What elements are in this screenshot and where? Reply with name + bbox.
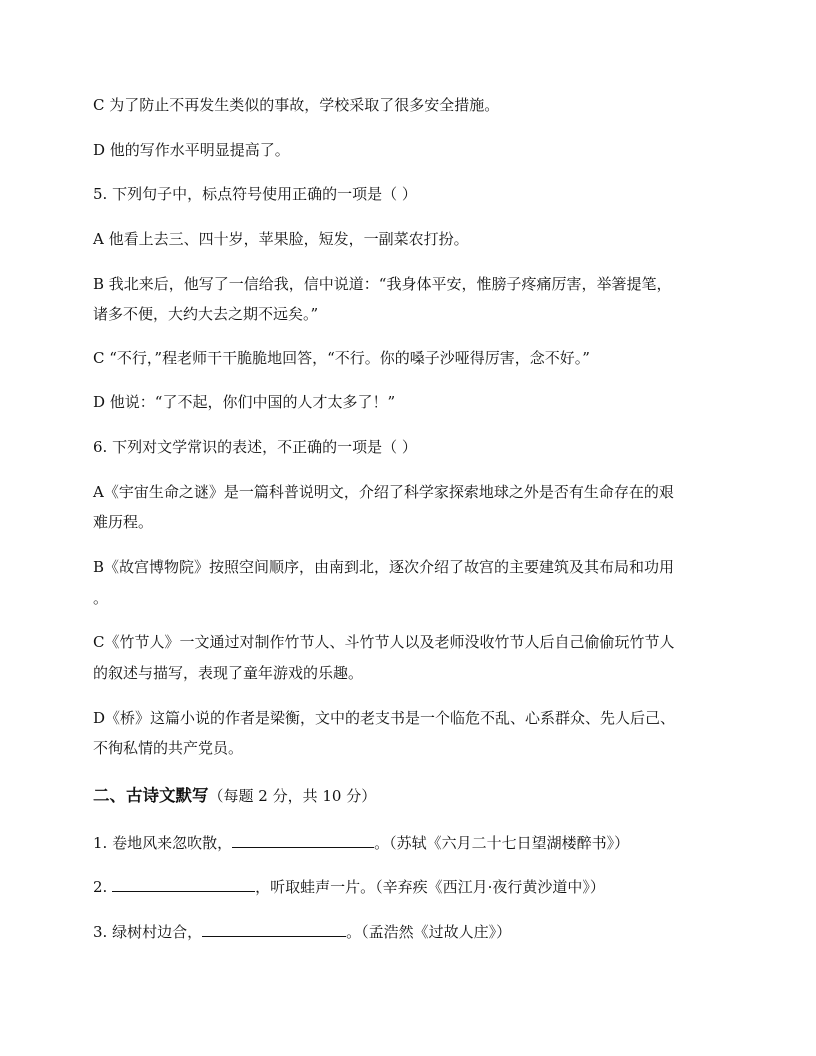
fill-3-blank[interactable] xyxy=(202,922,346,937)
q5-option-c: C “不行，”程老师干干脆脆地回答，“不行。你的嗓子沙哑得厉害，念不好。” xyxy=(93,349,590,367)
fill-3-prefix: 3. 绿树村边合， xyxy=(93,923,203,941)
q5-option-d: D 他说：“了不起，你们中国的人才太多了！” xyxy=(93,393,396,411)
q6-option-d-line2: 不徇私情的共产党员。 xyxy=(93,739,244,757)
fill-2-suffix: ，听取蛙声一片。（辛弃疾《西江月·夜行黄沙道中》） xyxy=(255,878,605,896)
q6-option-c-line2: 的叙述与描写，表现了童年游戏的乐趣。 xyxy=(93,664,364,682)
q4-option-c: C 为了防止不再发生类似的事故，学校采取了很多安全措施。 xyxy=(93,96,500,114)
question-5: 5. 下列句子中，标点符号使用正确的一项是（ ） xyxy=(93,185,417,203)
fill-2-prefix: 2. xyxy=(93,878,113,896)
section-2-heading xyxy=(93,786,376,806)
q6-option-a-line1: A《宇宙生命之谜》是一篇科普说明文，介绍了科学家探索地球之外是否有生命存在的艰 xyxy=(93,483,674,501)
q4-option-d: D 他的写作水平明显提高了。 xyxy=(93,141,290,159)
q6-option-b-line1: B《故宫博物院》按照空间顺序，由南到北，逐次介绍了故宫的主要建筑及其布局和功用 xyxy=(93,558,675,576)
fill-1-suffix: 。（苏轼《六月二十七日望湖楼醉书》） xyxy=(374,834,630,852)
q6-option-b-line2: 。 xyxy=(93,589,109,607)
fill-3-suffix: 。（孟浩然《过故人庄》） xyxy=(346,923,512,941)
q5-option-b-line2: 诸多不便，大约大去之期不远矣。” xyxy=(93,305,319,323)
question-6: 6. 下列对文学常识的表述，不正确的一项是（ ） xyxy=(93,438,417,456)
fill-1-blank[interactable] xyxy=(232,833,374,848)
fill-question-2 xyxy=(93,877,605,897)
fill-question-1 xyxy=(93,833,629,853)
section-2-title: 二、古诗文默写 xyxy=(93,786,209,805)
fill-question-3 xyxy=(93,922,511,942)
q6-option-d-line1: D《桥》这篇小说的作者是梁衡，文中的老支书是一个临危不乱、心系群众、先人后己、 xyxy=(93,709,676,727)
q6-option-c-line1: C《竹节人》一文通过对制作竹节人、斗竹节人以及老师没收竹节人后自己偷偷玩竹节人 xyxy=(93,633,675,651)
section-2-score-note: （每题 2 分，共 10 分） xyxy=(208,787,377,805)
q6-option-a-line2: 难历程。 xyxy=(93,513,154,531)
fill-1-prefix: 1. 卷地风来忽吹散， xyxy=(93,834,233,852)
q5-option-b-line1: B 我北来后，他写了一信给我，信中说道：“我身体平安，惟膀子疼痛厉害，举箸提笔， xyxy=(93,275,672,293)
fill-2-blank[interactable] xyxy=(112,877,255,892)
q5-option-a: A 他看上去三、四十岁，苹果脸，短发，一副菜农打扮。 xyxy=(93,230,469,248)
